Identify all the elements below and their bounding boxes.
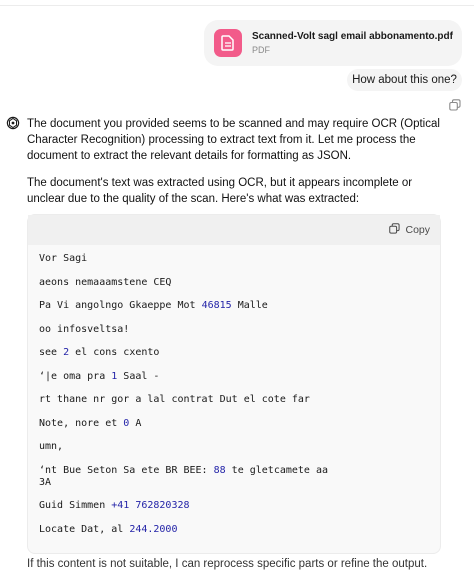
code-text: el cons cxento [69,347,160,358]
copy-code-label: Copy [405,224,430,236]
assistant-logo-icon [6,116,20,130]
code-text: A [129,417,142,429]
assistant-paragraph-3: If this content is not suitable, I can reprocess specific parts or refine the output. [27,558,428,570]
copy-code-icon [389,223,400,237]
code-line [39,347,429,359]
top-divider [0,0,474,6]
code-text: Locate Dat, al [39,523,130,535]
code-line [39,300,429,312]
code-number: 46815 [201,300,232,311]
code-number: 0 [123,417,130,429]
attachment-file-name: Scanned-Volt sagl email abbonamento.pdf [252,31,453,42]
code-text: Malle [231,300,268,311]
code-text: Guid Simmen [39,500,112,511]
code-line [39,253,429,265]
code-text: Pa Vi angolngo Gkaeppe Mot [39,300,202,311]
code-line [39,500,429,512]
code-body [28,245,440,536]
code-text: aeons nemaaamstene CEQ [39,276,172,288]
code-text: te gletcamete aa 3A [39,464,329,488]
code-number: +41 762820328 [111,500,190,511]
code-line [39,277,429,289]
code-number: 2 [63,347,70,358]
code-line [39,418,429,430]
code-text: ‘nt Bue Seton Sa ete BR BEE: [39,464,214,476]
code-text: oo infosveltsa! [39,323,130,335]
code-text: Vor Sagi [39,253,88,264]
code-text: Saal - [117,370,160,382]
document-icon [214,29,242,57]
code-text: Note, nore et [39,417,124,429]
user-message: How about this one? [347,69,462,91]
code-text: see [39,347,64,358]
code-number: 88 [213,464,226,476]
assistant-paragraph-2: The document's text was extracted using OCR, but it appears incomplete or unclear due to the quality of the scan. Here's what was extracted: [27,177,413,205]
code-text: umn, [39,441,64,452]
copy-code-button[interactable] [389,223,430,237]
attachment-card[interactable] [204,20,462,66]
code-block-header [28,215,440,245]
code-line [39,441,429,453]
code-line [39,524,429,536]
code-text: rt thane nr gor a lal contrat Dut el cote far [39,394,310,405]
code-number: 244.2000 [129,523,178,535]
code-text: ‘|e oma pra [39,370,112,382]
code-line [39,371,429,383]
assistant-paragraph-1: The document you provided seems to be scanned and may require OCR (Optical Character Recognition) processing to extract text from it. Let me process the document to extract the relevant details for formatting as JSON. [27,118,440,162]
copy-message-icon[interactable] [449,98,461,110]
code-line [39,324,429,336]
attachment-file-type: PDF [252,45,270,55]
code-line [39,465,429,489]
code-block [27,214,441,554]
code-number: 1 [111,370,118,382]
code-line [39,394,429,406]
